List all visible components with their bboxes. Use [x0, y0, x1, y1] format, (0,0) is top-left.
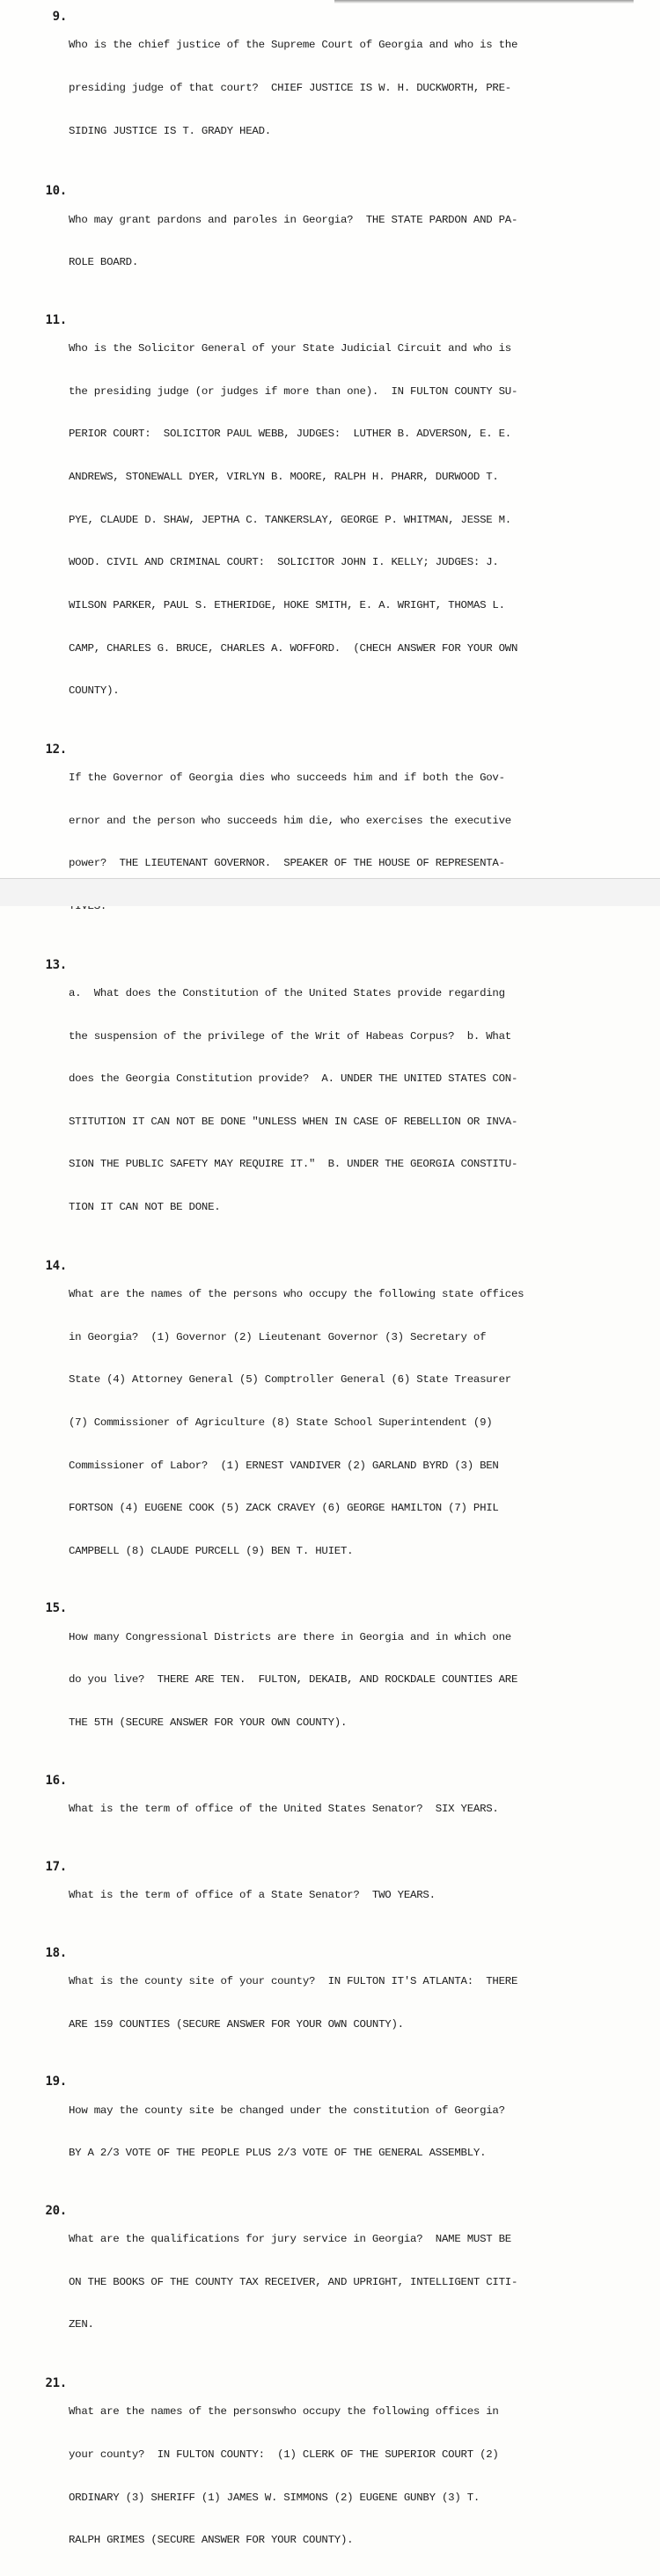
question-line: THE 5TH (SECURE ANSWER FOR YOUR OWN COUNTY). — [69, 1716, 348, 1729]
question-line: Who is the Solicitor General of your State Judicial Circuit and who is — [69, 342, 511, 355]
question-text — [68, 1601, 655, 1758]
question-line: ZEN. — [69, 2318, 94, 2331]
question-line: How may the county site be changed under the constitution of Georgia? — [69, 2104, 505, 2117]
question-text — [68, 1774, 655, 1845]
question-line: ORDINARY (3) SHERIFF (1) JAMES W. SIMMONS (2) EUGENE GUNBY (3) T. — [69, 2491, 480, 2504]
question-number: 11. — [45, 312, 67, 327]
question-item — [26, 10, 655, 166]
question-line: a. What does the Constitution of the United States provide regarding — [69, 987, 505, 999]
question-line: the presiding judge (or judges if more than one). IN FULTON COUNTY SU- — [69, 384, 518, 398]
question-text — [68, 2376, 655, 2576]
question-text — [68, 1860, 655, 1931]
question-line: If the Governor of Georgia dies who succeeds him and if both the Gov- — [69, 772, 505, 785]
question-number: 16. — [45, 1773, 67, 1788]
question-line: ernor and the person who succeeds him die, who exercises the executive — [69, 814, 511, 827]
question-item — [26, 1860, 655, 1931]
question-text — [68, 2075, 655, 2189]
question-text — [68, 1946, 655, 2060]
question-line: in Georgia? (1) Governor (2) Lieutenant Governor (3) Secretary of — [69, 1330, 487, 1343]
question-line: PERIOR COURT: SOLICITOR PAUL WEBB, JUDGES: LUTHER B. ADVERSON, E. E. — [69, 428, 511, 441]
question-item — [26, 2075, 655, 2189]
question-number: 14. — [45, 1258, 67, 1273]
question-line: do you live? THERE ARE TEN. FULTON, DEKAIB, AND ROCKDALE COUNTIES ARE — [69, 1673, 518, 1687]
question-line: (7) Commissioner of Agriculture (8) State School Superintendent (9) — [69, 1416, 493, 1429]
question-line: What is the term of office of the United States Senator? SIX YEARS. — [69, 1802, 499, 1815]
question-number: 18. — [45, 1945, 67, 1960]
question-text — [68, 1259, 655, 1587]
question-item — [26, 184, 655, 298]
question-item — [26, 1774, 655, 1845]
question-item — [26, 313, 655, 727]
question-item — [26, 1601, 655, 1758]
question-line: COUNTY). — [69, 684, 120, 698]
question-text — [68, 184, 655, 298]
question-line: ON THE BOOKS OF THE COUNTY TAX RECEIVER, AND UPRIGHT, INTELLIGENT CITI- — [69, 2275, 518, 2288]
question-line: does the Georgia Constitution provide? A. UNDER THE UNITED STATES CON- — [69, 1072, 518, 1086]
question-line: Commissioner of Labor? (1) ERNEST VANDIVER (2) GARLAND BYRD (3) BEN — [69, 1459, 499, 1472]
question-number: 9. — [52, 10, 67, 24]
question-number: 20. — [45, 2203, 67, 2218]
question-line: Who is the chief justice of the Supreme Court of Georgia and who is the — [69, 39, 518, 52]
question-line: PYE, CLAUDE D. SHAW, JEPTHA C. TANKERSLAY, GEORGE P. WHITMAN, JESSE M. — [69, 513, 511, 526]
question-line: How many Congressional Districts are there in Georgia and in which one — [69, 1630, 511, 1643]
question-list — [26, 10, 655, 2576]
question-line: SION THE PUBLIC SAFETY MAY REQUIRE IT." B. UNDER THE GEORGIA CONSTITU- — [69, 1158, 518, 1171]
question-line: What are the names of the persons who occupy the following state offices — [69, 1288, 524, 1301]
question-line: Who may grant pardons and paroles in Georgia? THE STATE PARDON AND PA- — [69, 213, 518, 226]
question-text — [68, 743, 655, 942]
question-line: SIDING JUSTICE IS T. GRADY HEAD. — [69, 124, 271, 137]
question-line: power? THE LIEUTENANT GOVERNOR. SPEAKER OF THE HOUSE OF REPRESENTA- — [69, 857, 505, 870]
question-line: WOOD. CIVIL AND CRIMINAL COURT: SOLICITOR JOHN I. KELLY; JUDGES: J. — [69, 556, 499, 569]
question-number: 13. — [45, 957, 67, 972]
question-line: CAMPBELL (8) CLAUDE PURCELL (9) BEN T. HUIET. — [69, 1544, 354, 1557]
question-line: BY A 2/3 VOTE OF THE PEOPLE PLUS 2/3 VOTE OF THE GENERAL ASSEMBLY. — [69, 2147, 487, 2160]
question-number: 10. — [45, 184, 67, 199]
question-line: What is the county site of your county? IN FULTON IT'S ATLANTA: THERE — [69, 1975, 518, 1987]
question-line: ROLE BOARD. — [69, 256, 139, 269]
question-line: RALPH GRIMES (SECURE ANSWER FOR YOUR COUNTY). — [69, 2534, 354, 2547]
question-line: FORTSON (4) EUGENE COOK (5) ZACK CRAVEY (6) GEORGE HAMILTON (7) PHIL — [69, 1502, 499, 1515]
question-line: ANDREWS, STONEWALL DYER, VIRLYN B. MOORE, RALPH H. PHARR, DURWOOD T. — [69, 471, 499, 484]
question-text — [68, 2204, 655, 2360]
question-item — [26, 743, 655, 942]
question-number: 12. — [45, 742, 67, 757]
question-line: presiding judge of that court? CHIEF JUSTICE IS W. H. DUCKWORTH, PRE- — [69, 82, 511, 95]
question-line: TION IT CAN NOT BE DONE. — [69, 1201, 221, 1214]
question-item — [26, 1259, 655, 1587]
question-number: 19. — [45, 2075, 67, 2089]
question-line: What is the term of office of a State Senator? TWO YEARS. — [69, 1888, 436, 1901]
question-item — [26, 2376, 655, 2576]
question-line: What are the names of the personswho occupy the following offices in — [69, 2405, 499, 2419]
question-line: your county? IN FULTON COUNTY: (1) CLERK OF THE SUPERIOR COURT (2) — [69, 2448, 499, 2462]
question-text — [68, 10, 655, 166]
page-bottom-edge — [0, 878, 660, 906]
question-line: State (4) Attorney General (5) Comptroller General (6) State Treasurer — [69, 1373, 511, 1387]
question-item — [26, 958, 655, 1243]
question-item — [26, 1946, 655, 2060]
question-line: WILSON PARKER, PAUL S. ETHERIDGE, HOKE SMITH, E. A. WRIGHT, THOMAS L. — [69, 598, 505, 611]
question-line: the suspension of the privilege of the Writ of Habeas Corpus? b. What — [69, 1029, 511, 1043]
question-text — [68, 313, 655, 727]
question-line: What are the qualifications for jury service in Georgia? NAME MUST BE — [69, 2233, 511, 2246]
page-top-edge — [334, 0, 634, 4]
question-text — [68, 958, 655, 1243]
question-item — [26, 2204, 655, 2360]
question-number: 21. — [45, 2376, 67, 2391]
question-line: ARE 159 COUNTIES (SECURE ANSWER FOR YOUR OWN COUNTY). — [69, 2017, 404, 2031]
question-number: 15. — [45, 1601, 67, 1616]
question-number: 17. — [45, 1859, 67, 1874]
question-line: STITUTION IT CAN NOT BE DONE "UNLESS WHEN IN CASE OF REBELLION OR INVA- — [69, 1115, 518, 1128]
question-line: CAMP, CHARLES G. BRUCE, CHARLES A. WOFFORD. (CHECH ANSWER FOR YOUR OWN — [69, 641, 518, 655]
